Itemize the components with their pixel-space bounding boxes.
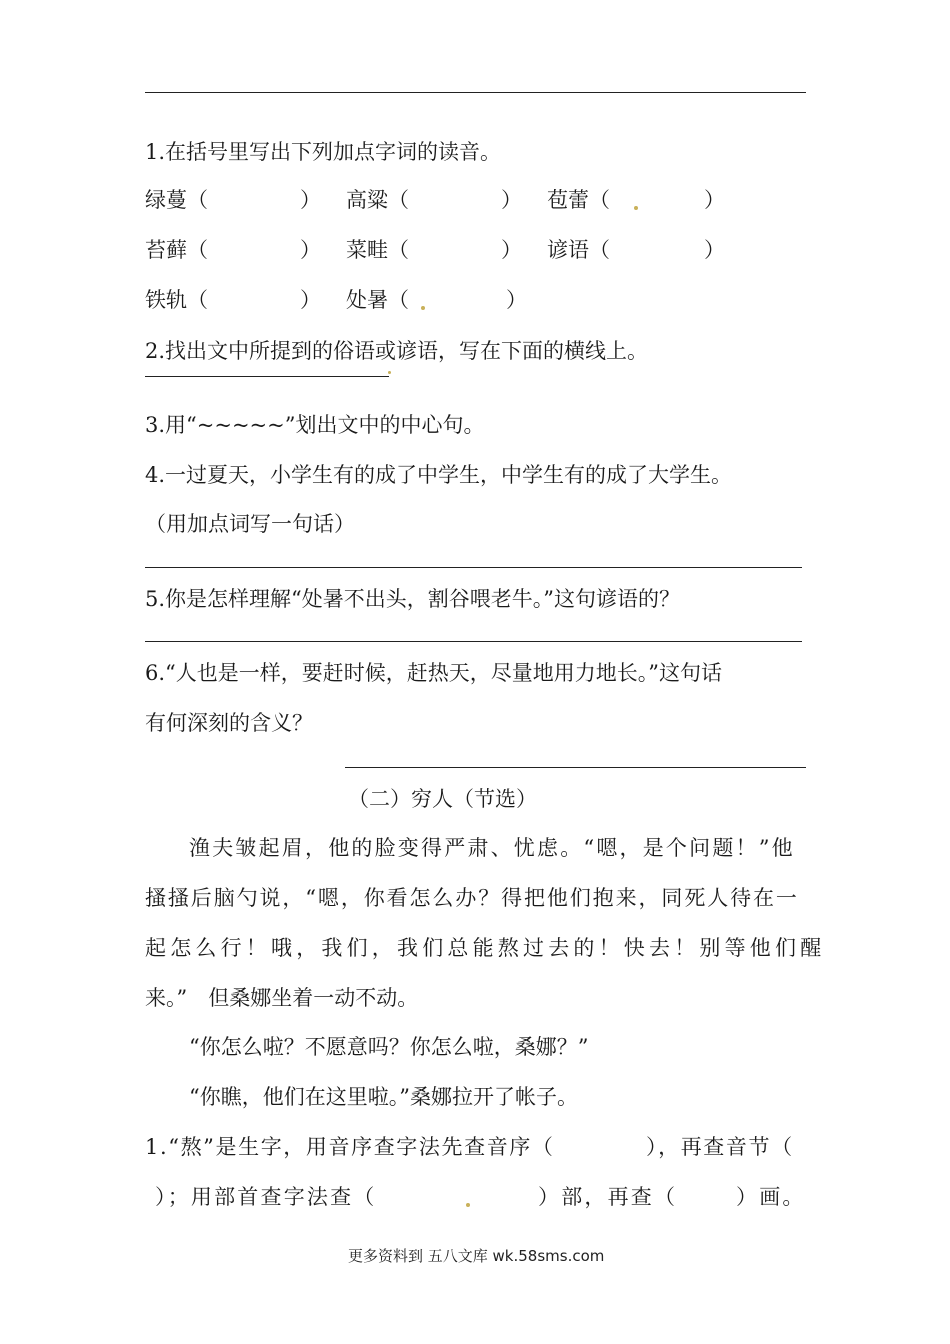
word-yanyu: 谚语（ bbox=[547, 238, 610, 262]
passage-line-1 bbox=[189, 838, 806, 859]
section-title: （二）穷人（节选） bbox=[348, 787, 537, 811]
passage-line-3: 起怎么行！哦，我们，我们总能熬过去的！快去！别等他们醒 bbox=[145, 936, 826, 960]
close-paren-7: ） bbox=[300, 288, 321, 312]
answer-line-q5 bbox=[145, 641, 802, 642]
close-paren-8: ） bbox=[506, 288, 527, 312]
close-paren-1: ） bbox=[300, 188, 321, 212]
top-rule bbox=[145, 92, 806, 93]
word-baolei: 苞蕾（ bbox=[547, 188, 610, 212]
close-paren-2: ） bbox=[501, 188, 522, 212]
passage-line-2: 搔搔后脑勺说，“嗯，你看怎么办？得把他们抱来，同死人待在一 bbox=[145, 886, 799, 910]
highlight-dot bbox=[466, 1203, 470, 1207]
s2-q1-line2-part1: ）；用部首查字法查（ bbox=[155, 1185, 377, 1209]
passage-line-4: 来。” 但桑娜坐着一动不动。 bbox=[145, 986, 419, 1010]
word-lvman: 绿蔓（ bbox=[145, 188, 208, 212]
highlight-dot bbox=[634, 206, 638, 210]
word-gaoliang: 高粱（ bbox=[346, 188, 409, 212]
s2-q1-line2-part2: ）部，再查（ bbox=[538, 1185, 678, 1209]
highlight-dot bbox=[388, 371, 391, 374]
s2-q1-line2-part3: ）画。 bbox=[736, 1185, 806, 1209]
q6-line1: 6.“人也是一样，要赶时候，赶热天，尽量地用力地长。”这句话 bbox=[145, 661, 723, 685]
close-paren-5: ） bbox=[501, 238, 522, 262]
footer-link[interactable]: 更多资料到 五八文库 wk.58sms.com bbox=[348, 1247, 605, 1265]
close-paren-6: ） bbox=[704, 238, 725, 262]
answer-line-q6 bbox=[345, 767, 806, 768]
word-caiqi: 菜畦（ bbox=[346, 238, 409, 262]
q1-title: 1.在括号里写出下列加点字词的读音。 bbox=[145, 140, 502, 164]
word-chushu: 处暑（ bbox=[346, 288, 409, 312]
passage-para-3: “你瞧，他们在这里啦。”桑娜拉开了帐子。 bbox=[189, 1085, 578, 1109]
close-paren-3: ） bbox=[704, 188, 725, 212]
q5-text: 5.你是怎样理解“处暑不出头，割谷喂老牛。”这句谚语的？ bbox=[145, 587, 681, 611]
passage-para-2: “你怎么啦？不愿意吗？你怎么啦，桑娜？” bbox=[189, 1035, 589, 1059]
s2-q1-line1-part1: 1.“熬”是生字，用音序查字法先查音序（ bbox=[145, 1135, 555, 1159]
close-paren-4: ） bbox=[300, 238, 321, 262]
answer-line-q2 bbox=[145, 376, 389, 377]
word-tiegui: 铁轨（ bbox=[145, 288, 208, 312]
word-taixian: 苔藓（ bbox=[145, 238, 208, 262]
highlight-dot bbox=[421, 306, 425, 310]
q2-text: 2.找出文中所提到的俗语或谚语，写在下面的横线上。 bbox=[145, 339, 649, 363]
s2-q1-line1-part2: ），再查音节（ bbox=[646, 1135, 794, 1159]
q3-text: 3.用“~~~~~”划出文中的中心句。 bbox=[145, 413, 485, 437]
answer-line-q4 bbox=[145, 567, 802, 568]
passage-text: 渔夫皱起眉，他的脸变得严肃、忧虑。“嗯，是个问题！”他 bbox=[189, 836, 795, 860]
q6-line2: 有何深刻的含义？ bbox=[145, 711, 313, 735]
q4-line2: （用加点词写一句话） bbox=[145, 512, 355, 536]
q4-line1: 4.一过夏天，小学生有的成了中学生，中学生有的成了大学生。 bbox=[145, 463, 733, 487]
